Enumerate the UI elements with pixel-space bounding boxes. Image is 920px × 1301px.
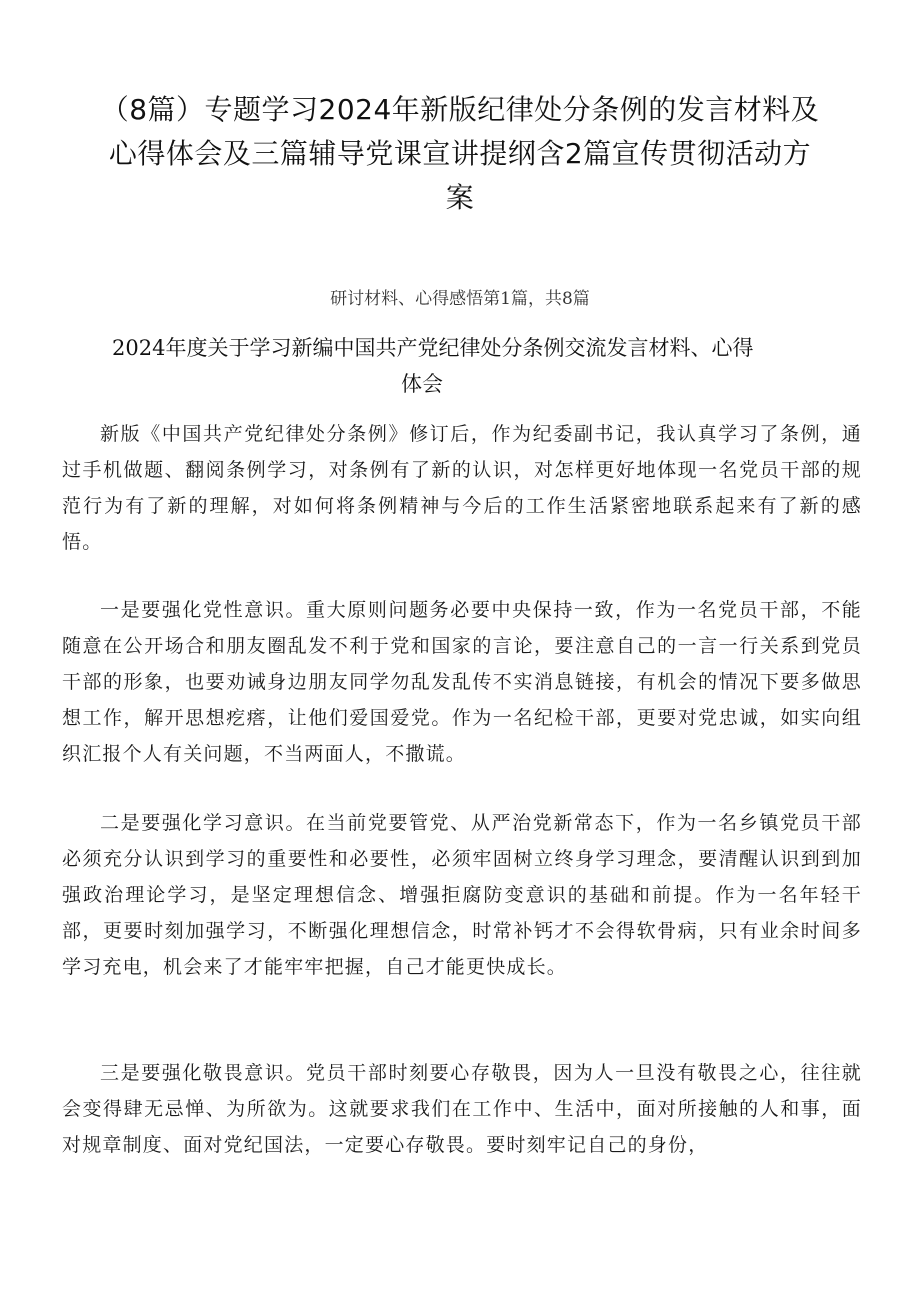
- document-title: （8篇）专题学习2024年新版纪律处分条例的发言材料及心得体会及三篇辅导党课宣讲提纲含2篇宣传贯彻活动方案: [100, 93, 820, 214]
- article-title: [112, 330, 860, 402]
- paragraph-study-awareness: 二是要强化学习意识。在当前党要管党、从严治党新常态下，作为一名乡镇党员干部必须充分认识到学习的重要性和必要性，必须牢固树立终身学习理念，要清醒认识到到加强政治理论学习，是坚定理想信念、增强拒腐防变意识的基础和前提。作为一名年轻干部，更要时刻加强学习，不断强化理想信念，时常补钙才不会得软骨病，只有业余时间多学习充电，机会来了才能牢牢把握，自己才能更快成长。: [62, 812, 862, 978]
- article-title-line1: 2024年度关于学习新编中国共产党纪律处分条例交流发言材料、心得: [112, 336, 754, 360]
- paragraph-party-awareness: 一是要强化党性意识。重大原则问题务必要中央保持一致，作为一名党员干部，不能随意在公开场合和朋友圈乱发不利于党和国家的言论，要注意自己的一言一行关系到党员干部的形象，也要劝诫身边朋友同学勿乱发乱传不实消息链接，有机会的情况下要多做思想工作，解开思想疙瘩，让他们爱国爱党。作为一名纪检干部，更要对党忠诚，如实向组织汇报个人有关问题，不当两面人，不撒谎。: [62, 599, 862, 765]
- section-subtitle: 研讨材料、心得感悟第1篇，共8篇: [330, 289, 590, 309]
- paragraph-intro: 新版《中国共产党纪律处分条例》修订后，作为纪委副书记，我认真学习了条例，通过手机做题、翻阅条例学习，对条例有了新的认识，对怎样更好地体现一名党员干部的规范行为有了新的理解，对如何将条例精神与今后的工作生活紧密地联系起来有了新的感悟。: [62, 423, 862, 553]
- paragraph-reverence-awareness: 三是要强化敬畏意识。党员干部时刻要心存敬畏，因为人一旦没有敬畏之心，往往就会变得肆无忌惮、为所欲为。这就要求我们在工作中、生活中，面对所接触的人和事，面对规章制度、面对党纪国法，一定要心存敬畏。要时刻牢记自己的身份，: [62, 1062, 862, 1156]
- article-title-line2: 体会: [401, 372, 443, 396]
